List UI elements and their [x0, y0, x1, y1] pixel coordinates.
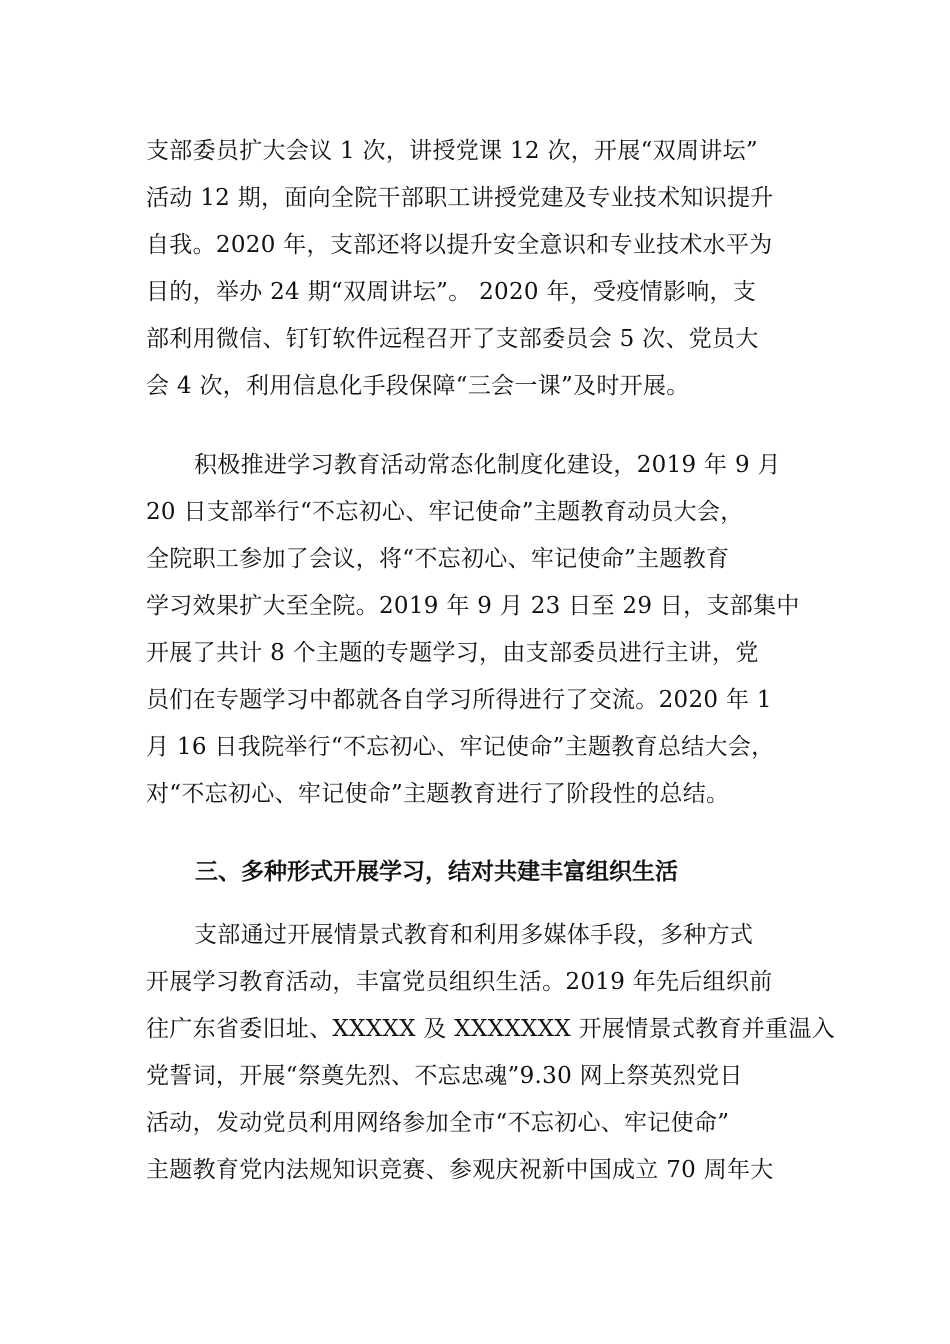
paragraph-line: 月 16 日我院举行“不忘初心、牢记使命”主题教育总结大会， — [146, 734, 775, 760]
paragraph-line: 支部通过开展情景式教育和利用多媒体手段，多种方式 — [194, 922, 754, 948]
paragraph-line: 目的，举办 24 期“双周讲坛”。 2020 年，受疫情影响，支 — [146, 279, 757, 305]
paragraph-line: 主题教育党内法规知识竞赛、参观庆祝新中国成立 70 周年大 — [146, 1157, 774, 1183]
paragraph-1 — [146, 128, 806, 410]
paragraph-3 — [146, 912, 835, 1194]
paragraph-line: 开展学习教育活动，丰富党员组织生活。2019 年先后组织前 — [146, 969, 773, 995]
paragraph-line: 自我。2020 年，支部还将以提升安全意识和专业技术水平为 — [146, 232, 773, 258]
paragraph-line: 开展了共计 8 个主题的专题学习，由支部委员进行主讲，党 — [146, 640, 759, 666]
paragraph-line: 全院职工参加了会议，将“不忘初心、牢记使命”主题教育 — [146, 546, 730, 572]
paragraph-line: 学习效果扩大至全院。2019 年 9 月 23 日至 29 日，支部集中 — [146, 593, 800, 619]
paragraph-line: 员们在专题学习中都就各自学习所得进行了交流。2020 年 1 — [146, 687, 772, 713]
paragraph-line: 往广东省委旧址、XXXXX 及 XXXXXXX 开展情景式教育并重温入 — [146, 1016, 835, 1042]
paragraph-2 — [146, 442, 806, 818]
paragraph-line: 部利用微信、钉钉软件远程召开了支部委员会 5 次、党员大 — [146, 326, 759, 352]
paragraph-line: 对“不忘初心、牢记使命”主题教育进行了阶段性的总结。 — [146, 781, 730, 807]
paragraph-line: 支部委员扩大会议 1 次，讲授党课 12 次，开展“双周讲坛” — [146, 138, 758, 164]
paragraph-line: 活动 12 期，面向全院干部职工讲授党建及专业技术知识提升 — [146, 185, 774, 211]
section-heading: 三、多种形式开展学习，结对共建丰富组织生活 — [195, 859, 678, 885]
paragraph-line: 活动，发动党员利用网络参加全市“不忘初心、牢记使命” — [146, 1110, 730, 1136]
paragraph-line: 积极推进学习教育活动常态化制度化建设，2019 年 9 月 — [194, 452, 781, 478]
paragraph-line: 会 4 次，利用信息化手段保障“三会一课”及时开展。 — [146, 373, 690, 399]
paragraph-line: 党誓词，开展“祭奠先烈、不忘忠魂”9.30 网上祭英烈党日 — [146, 1063, 743, 1089]
paragraph-line: 20 日支部举行“不忘初心、牢记使命”主题教育动员大会， — [146, 499, 744, 525]
